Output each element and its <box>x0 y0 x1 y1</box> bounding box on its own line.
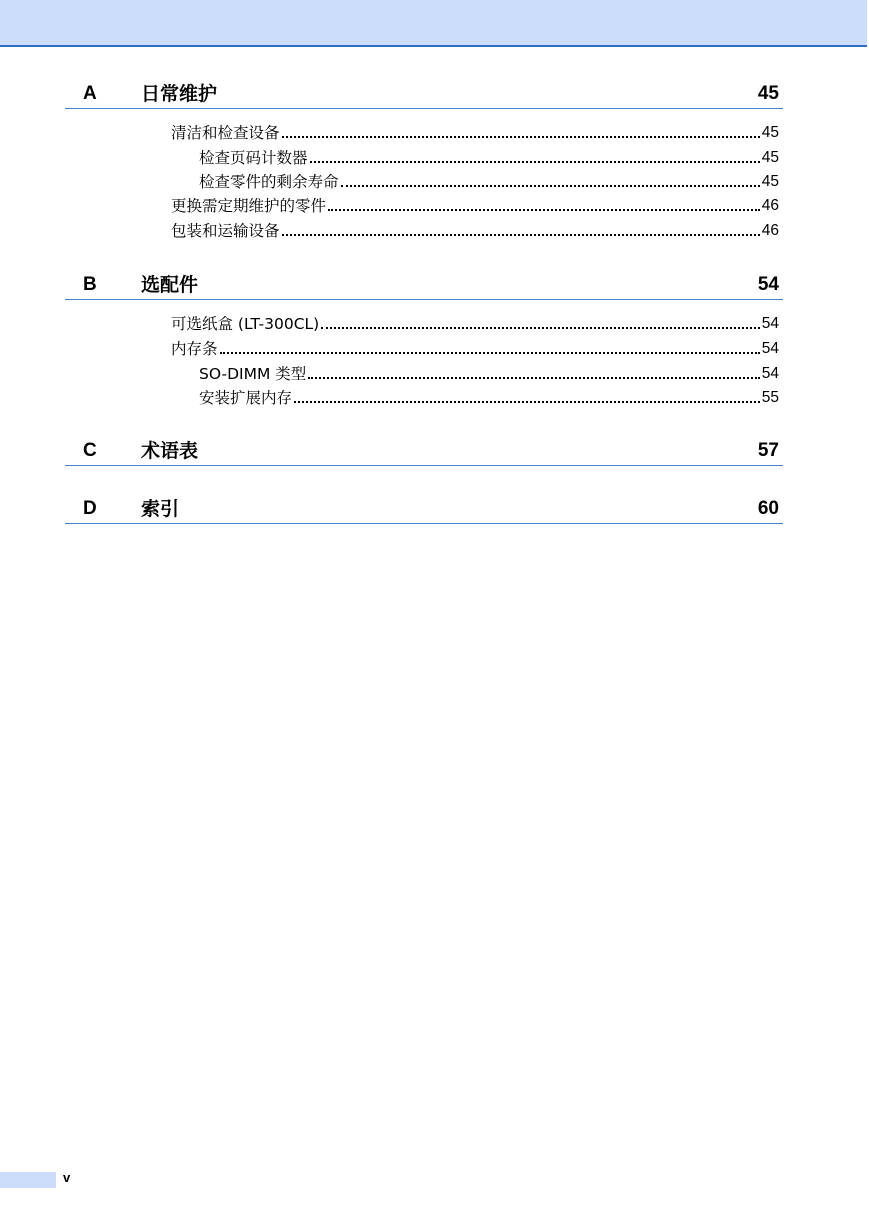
footer-tab <box>0 1172 56 1188</box>
entry-label: 清洁和检查设备 <box>171 124 280 142</box>
dot-leader <box>328 209 760 211</box>
entry-page: 46 <box>761 222 779 239</box>
dot-leader <box>308 377 760 379</box>
section-page: 45 <box>757 83 779 104</box>
entry-page: 45 <box>761 173 779 190</box>
toc-section-d <box>65 497 783 524</box>
entry-label: 安装扩展内存 <box>199 389 293 407</box>
toc-entry[interactable] <box>199 386 779 408</box>
entry-page: 54 <box>761 340 779 357</box>
entry-label: 检查零件的剩余寿命 <box>199 173 339 191</box>
dot-leader <box>341 185 760 187</box>
section-heading[interactable] <box>65 439 783 466</box>
section-heading[interactable] <box>65 497 783 524</box>
dot-leader <box>310 161 760 163</box>
section-heading[interactable] <box>65 82 783 109</box>
section-title: 选配件 <box>141 274 199 296</box>
footer-page-number: v <box>63 1170 71 1185</box>
dot-leader <box>220 352 760 354</box>
section-title: 索引 <box>141 498 180 520</box>
toc-entry[interactable] <box>171 194 779 216</box>
entry-label: SO-DIMM 类型 <box>199 365 307 383</box>
section-page: 60 <box>757 498 779 519</box>
entry-page: 54 <box>761 315 779 332</box>
toc-entry[interactable] <box>199 146 779 168</box>
entry-label: 包装和运输设备 <box>171 222 280 240</box>
toc-section-a <box>65 82 783 240</box>
entry-label: 更换需定期维护的零件 <box>171 197 327 215</box>
toc-entry[interactable] <box>171 121 779 143</box>
dot-leader <box>294 401 760 403</box>
toc-entry[interactable] <box>199 362 779 384</box>
dot-leader <box>321 327 760 329</box>
section-letter: B <box>83 274 97 295</box>
entry-label: 内存条 <box>171 340 218 358</box>
section-page: 57 <box>757 440 779 461</box>
section-title: 日常维护 <box>141 83 218 105</box>
section-letter: D <box>83 498 97 519</box>
dot-leader <box>282 136 760 138</box>
toc-entry[interactable] <box>171 337 779 359</box>
entry-page: 45 <box>761 124 779 141</box>
entry-page: 46 <box>761 197 779 214</box>
section-heading[interactable] <box>65 273 783 300</box>
toc-entry[interactable] <box>199 170 779 192</box>
section-title: 术语表 <box>141 440 199 462</box>
entry-label: 可选纸盒 (LT-300CL) <box>171 315 320 333</box>
entry-page: 45 <box>761 149 779 166</box>
entry-label: 检查页码计数器 <box>199 149 308 167</box>
toc-entry[interactable] <box>171 312 779 334</box>
toc-entry[interactable] <box>171 219 779 241</box>
dot-leader <box>282 234 760 236</box>
entry-page: 55 <box>761 389 779 406</box>
toc-section-c <box>65 439 783 466</box>
toc-section-b <box>65 273 783 407</box>
section-page: 54 <box>757 274 779 295</box>
entry-page: 54 <box>761 365 779 382</box>
header-band <box>0 0 867 47</box>
section-letter: A <box>83 83 97 104</box>
section-letter: C <box>83 440 97 461</box>
